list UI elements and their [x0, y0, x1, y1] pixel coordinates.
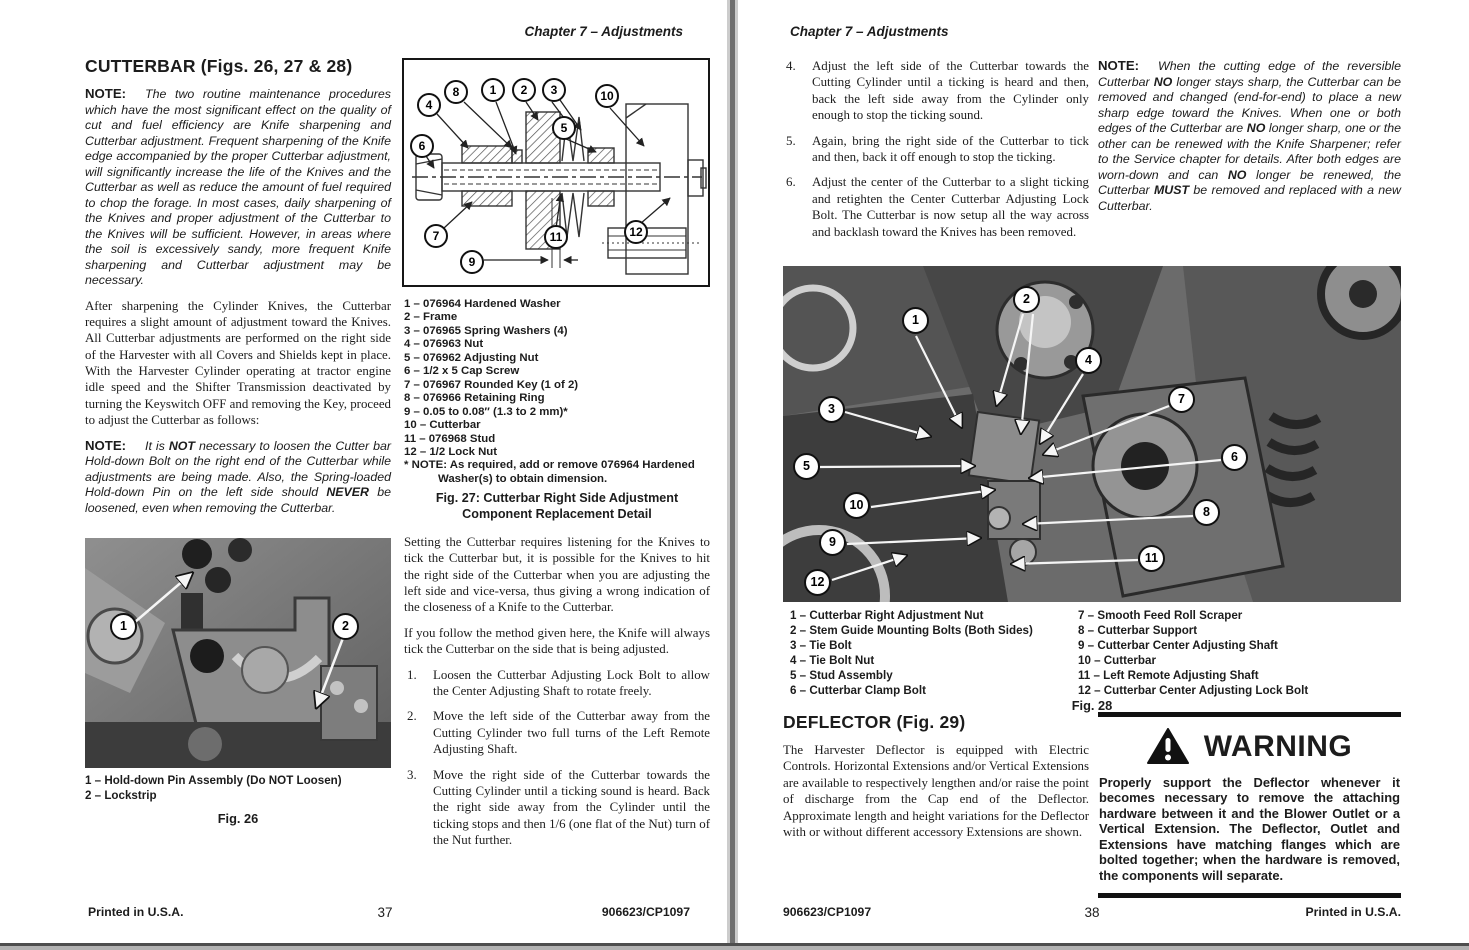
caption-line: 7 – Smooth Feed Roll Scraper	[1078, 609, 1243, 622]
footer-docid-left: 906623/CP1097	[601, 905, 690, 919]
fig27-callout-3: 3	[542, 78, 566, 102]
figure-27-label: Fig. 27: Cutterbar Right Side Adjustment	[435, 491, 679, 506]
warning-box	[1098, 712, 1401, 898]
caption-line: 11 – Left Remote Adjusting Shaft	[1078, 669, 1259, 683]
figure-26-caption	[85, 773, 391, 826]
fig28-callout-6: 6	[1221, 444, 1248, 471]
page-number-37: 37	[377, 905, 393, 920]
figure-28-caption-col-1	[790, 608, 1090, 698]
step-4: 4. Adjust the left side of the Cutterbar towards the Cutting Cylinder until a ticking is heard and then, back the left side away from the Cylinder only enough to stop the ticking sound.	[786, 59, 1089, 123]
step-5: 5. Again, bring the right side of the Cutterbar to tick and then, back it off enough to stop the ticking.	[786, 133, 1089, 164]
deflector-section-title: DEFLECTOR (Fig. 29)	[783, 712, 966, 732]
figure-27-label-line-2: Component Replacement Detail	[462, 507, 652, 522]
page-37	[0, 0, 727, 950]
page38-column-1	[783, 58, 1089, 249]
fig27-callout-11: 11	[544, 225, 568, 249]
fig28-callout-11: 11	[1138, 545, 1165, 572]
parts-item: 4 – 076963 Nut	[404, 338, 484, 351]
caption-line: 8 – Cutterbar Support	[1078, 624, 1198, 638]
fig27-callout-12: 12	[624, 220, 648, 244]
figure-26-label: Fig. 26	[217, 811, 259, 827]
figure-28-label: Fig. 28	[1071, 698, 1113, 713]
step-3: 3. Move the right side of the Cutterbar towards the Cutting Cylinder until a ticking sound is heard. Back the right side away from the Cylinder until the ticking stops and then 1/6 (one flat of the Nut) turn of the Nut further.	[407, 767, 710, 848]
footer-docid-right: 906623/CP1097	[783, 905, 872, 919]
fig27-parts-list	[404, 298, 710, 486]
caption-line: 3 – Tie Bolt	[790, 639, 852, 653]
step-2: 2. Move the left side of the Cutterbar away from the Cutting Cylinder two full turns of the Left Remote Adjusting Shaft.	[407, 709, 710, 757]
footer-printed-right: Printed in U.S.A.	[1305, 905, 1401, 919]
figure-26	[85, 538, 391, 826]
fig27-callout-6: 6	[410, 134, 434, 158]
figure-27-caption	[404, 491, 710, 522]
fig27-callout-4: 4	[417, 93, 441, 117]
scan-bottom-edge	[0, 943, 1469, 950]
figure-28-photo-art	[783, 266, 1401, 602]
running-header-right: Chapter 7 – Adjustments	[790, 24, 949, 39]
caption-line: 5 – Stud Assembly	[790, 669, 893, 683]
figure-26-photo	[85, 538, 391, 768]
page37-column-2	[404, 298, 710, 857]
parts-item: 9 – 0.05 to 0.08″ (1.3 to 2 mm)*	[404, 405, 568, 418]
fig28-callout-8: 8	[1193, 499, 1220, 526]
parts-item: 7 – 076967 Rounded Key (1 of 2)	[404, 378, 579, 391]
caption-line: 10 – Cutterbar	[1078, 654, 1156, 668]
fig28-callout-2: 2	[1013, 286, 1040, 313]
parts-item: 6 – 1/2 x 5 Cap Screw	[404, 365, 520, 378]
note-label: NOTE:	[1098, 58, 1140, 73]
caption-line: 1 – Cutterbar Right Adjustment Nut	[790, 609, 984, 622]
fig27-callout-9: 9	[460, 250, 484, 274]
parts-item: 3 – 076965 Spring Washers (4)	[404, 324, 568, 337]
parts-item: 10 – Cutterbar	[404, 419, 481, 432]
parts-item: 1 – 076964 Hardened Washer	[404, 298, 561, 310]
deflector-section	[783, 712, 1089, 849]
caption-line: 12 – Cutterbar Center Adjusting Lock Bolt	[1078, 684, 1309, 698]
caption-line: 4 – Tie Bolt Nut	[790, 654, 875, 668]
caption-line: 1 – Hold-down Pin Assembly (Do NOT Loosen)	[85, 774, 342, 787]
figure-26-photo-art	[85, 538, 391, 768]
page-gutter	[727, 0, 738, 950]
footer-printed-left: Printed in U.S.A.	[88, 905, 184, 919]
page37-column-1	[85, 56, 391, 525]
cutterbar-reversible-note: NOTE: When the cutting edge of the reversible Cutterbar NO longer stays sharp, the Cutterbar can be removed and changed (end-for-end) to place a new sharp edge toward the Knives. When one or both edges of the Cutterbar are NO longer sharp, one or the other can be renewed with the Knife Sharpener; refer to the Service chapter for details. After both edges are worn-down and can NO longer be renewed, the Cutterbar MUST be removed and replaced with a new Cutterbar.	[1098, 58, 1402, 213]
adjustment-steps-1-3	[404, 667, 710, 849]
fig27-callout-7: 7	[424, 224, 448, 248]
setting-paragraph-2: If you follow the method given here, the Knife will always tick the Cutterbar on the side that is being adjusted.	[404, 625, 710, 657]
fig28-callout-4: 4	[1075, 347, 1102, 374]
cutterbar-paragraph-1: After sharpening the Cylinder Knives, the Cutterbar requires a slight amount of adjustment toward the Knives. All Cutterbar adjustments are performed on the right side of the Harvester with all Covers and Shields kept in place. With the Harvester Cylinder operating at tractor engine idle speed and the Shifter Transmission deactivated by turning the Keyswitch OFF and removing the Key, proceed to adjust the Cutterbar as follows:	[85, 298, 391, 428]
fig28-callout-1: 1	[902, 307, 929, 334]
fig28-callout-5: 5	[793, 453, 820, 480]
parts-item: 11 – 076968 Stud	[404, 432, 496, 445]
fig28-callout-12: 12	[804, 569, 831, 596]
fig28-callout-7: 7	[1168, 386, 1195, 413]
cutterbar-note-1	[85, 86, 391, 289]
parts-item: 8 – 076966 Retaining Ring	[404, 392, 545, 405]
warning-icon	[1147, 728, 1189, 766]
fig28-callout-10: 10	[843, 492, 870, 519]
parts-item: 2 – Frame	[404, 311, 458, 324]
note-label: NOTE:	[85, 86, 127, 101]
step-1: 1. Loosen the Cutterbar Adjusting Lock Bolt to allow the Center Adjusting Shaft to rotate freely.	[407, 667, 710, 698]
running-header-left: Chapter 7 – Adjustments	[524, 24, 683, 39]
figure-28-caption-col-2	[1078, 608, 1408, 698]
fig28-callout-3: 3	[818, 396, 845, 423]
cutterbar-note-2: NOTE: It is NOT necessary to loosen the Cutter bar Hold-down Bolt on the right end of the Cutterbar while adjustments are being made. Also, the Spring-loaded Hold-down Pin on the left side should NEVER be loosened, even when removing the Cutterbar.	[85, 437, 391, 515]
figure-27-diagram	[402, 58, 710, 287]
note-label: NOTE:	[85, 437, 127, 453]
warning-text: Properly support the Deflector whenever it becomes necessary to remove the attaching hardware between it and the Blower Outlet or a Vertical Extension. The Deflector, Outlet and Extensions have matching flanges which are bolted together; when the hardware is removed, the components will separate.	[1099, 775, 1400, 883]
parts-note-line-1: * NOTE: As required, add or remove 076964 Hardened	[404, 459, 695, 472]
figure-28-photo	[783, 266, 1401, 602]
caption-line: 9 – Cutterbar Center Adjusting Shaft	[1078, 639, 1278, 653]
parts-item: 5 – 076962 Adjusting Nut	[404, 351, 539, 364]
warning-header	[1099, 728, 1400, 766]
warning-title: WARNING	[1203, 730, 1353, 763]
fig26-callout-2: 2	[332, 613, 359, 640]
caption-line: 2 – Stem Guide Mounting Bolts (Both Sides)	[790, 624, 1033, 638]
page38-column-2	[1098, 58, 1401, 223]
cutterbar-section-title: CUTTERBAR (Figs. 26, 27 & 28)	[85, 56, 353, 76]
step-6: 6. Adjust the center of the Cutterbar to a slight ticking and retighten the Center Cutterbar Adjusting Lock Bolt. The Cutterbar is now setup all the way across and backlash toward the Knives has been removed.	[786, 175, 1089, 239]
parts-item: 12 – 1/2 Lock Nut	[404, 445, 498, 458]
fig27-callout-10: 10	[595, 84, 619, 108]
page-number-38: 38	[1084, 905, 1100, 920]
fig27-callout-2: 2	[512, 78, 536, 102]
note-text: The two routine maintenance procedures which have the most significant effect on the quality of cut and fuel efficiency are Knife sharpening and Cutterbar adjustment. Frequent sharpening of the Knife edge accompanied by the proper Cutterbar adjustment, will significantly increase the life of the Knives and the Cutterbar as well as reduce the amount of fuel required to chop the forage. In most cases, daily sharpening of the Knives and proper adjustment of the Cutterbar to the Knives will be sufficient. However, in areas where the soil is excessively sandy, more frequent Knife sharpening and Cutterbar adjustment may be necessary.	[85, 87, 391, 287]
page-38	[738, 0, 1469, 950]
fig27-callout-1: 1	[481, 78, 505, 102]
fig27-callout-8: 8	[444, 80, 468, 104]
deflector-paragraph: The Harvester Deflector is equipped with Electric Controls. Horizontal Extensions and/or Vertical Extensions are available to respectively lengthen and/or raise the point of discharge from the Cap end of the Deflector. Approximate length and height variations for the Deflector with or without different accessory Extensions are shown.	[783, 743, 1089, 839]
fig26-callout-1: 1	[110, 613, 137, 640]
parts-note-line-2: Washer(s) to obtain dimension.	[438, 472, 608, 485]
setting-paragraph-1: Setting the Cutterbar requires listening for the Knives to tick the Cutterbar but, it is possible for the Knives to hit the right side of the Cutterbar when you are adjusting the left side and vice-versa, thus giving a wrong indication of the closeness of a Knife to the Cutterbar.	[404, 534, 710, 615]
adjustment-steps-4-6	[783, 58, 1089, 240]
caption-line: 2 – Lockstrip	[85, 789, 157, 803]
fig28-callout-9: 9	[819, 529, 846, 556]
fig27-callout-5: 5	[552, 116, 576, 140]
caption-line: 6 – Cutterbar Clamp Bolt	[790, 684, 926, 698]
